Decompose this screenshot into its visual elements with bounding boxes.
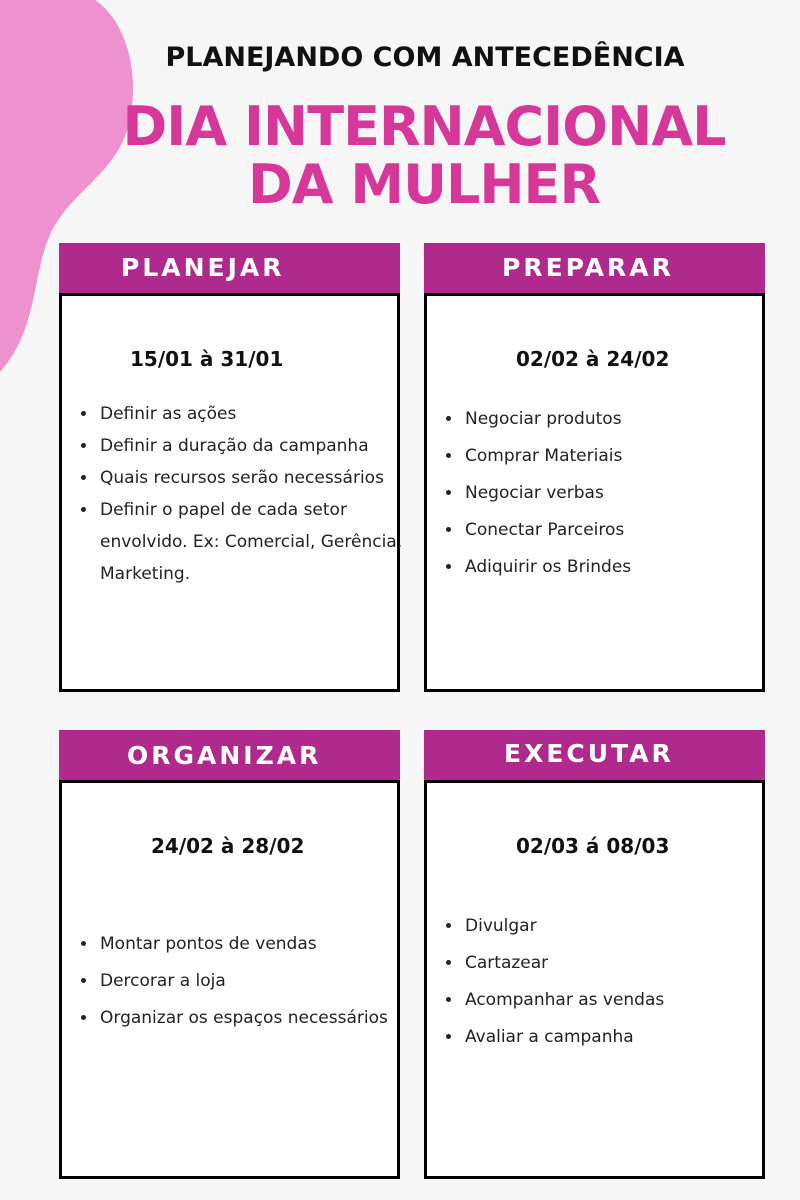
card-preparar (424, 293, 765, 692)
list-item: • Definir as ações (98, 398, 428, 430)
list-item: • Divulgar (463, 908, 793, 945)
list-item: • Adiquirir os Brindes (463, 549, 793, 586)
list-item: • Montar pontos de vendas (98, 926, 432, 963)
card-header-organizar: ORGANIZAR (59, 730, 400, 780)
list-item: • Definir a duração da campanha (98, 430, 428, 462)
card-date: 24/02 à 28/02 (151, 834, 305, 858)
card-header-planejar: PLANEJAR (59, 243, 400, 293)
page-title-line-1: DIA INTERNACIONAL (122, 95, 726, 158)
list-item: • Dercorar a loja (98, 963, 432, 1000)
card-date: 02/02 à 24/02 (516, 347, 670, 371)
card-item-list (62, 398, 428, 590)
card-date: 15/01 à 31/01 (130, 347, 284, 371)
list-item: • Negociar verbas (463, 475, 793, 512)
page-title (0, 95, 800, 216)
card-executar (424, 780, 765, 1179)
list-item: • Quais recursos serão necessários (98, 462, 428, 494)
list-item: • Definir o papel de cada setor envolvido. Ex: Comercial, Gerência, Marketing. (98, 494, 428, 590)
page-subtitle: PLANEJANDO COM ANTECEDÊNCIA (165, 42, 685, 73)
card-date: 02/03 á 08/03 (516, 834, 670, 858)
list-item: • Acompanhar as vendas (463, 982, 793, 1019)
list-item: • Cartazear (463, 945, 793, 982)
list-item: • Conectar Parceiros (463, 512, 793, 549)
card-header-preparar: PREPARAR (424, 243, 765, 293)
list-item: • Organizar os espaços necessários (98, 1000, 432, 1037)
page-title-line-2: DA MULHER (247, 153, 601, 216)
card-item-list (427, 401, 793, 586)
card-item-list (62, 926, 432, 1037)
card-organizar (59, 780, 400, 1179)
card-planejar (59, 293, 403, 692)
list-item: • Avaliar a campanha (463, 1019, 793, 1056)
card-item-list (427, 908, 793, 1056)
list-item: • Comprar Materiais (463, 438, 793, 475)
card-header-executar: EXECUTAR (424, 730, 765, 780)
list-item: • Negociar produtos (463, 401, 793, 438)
